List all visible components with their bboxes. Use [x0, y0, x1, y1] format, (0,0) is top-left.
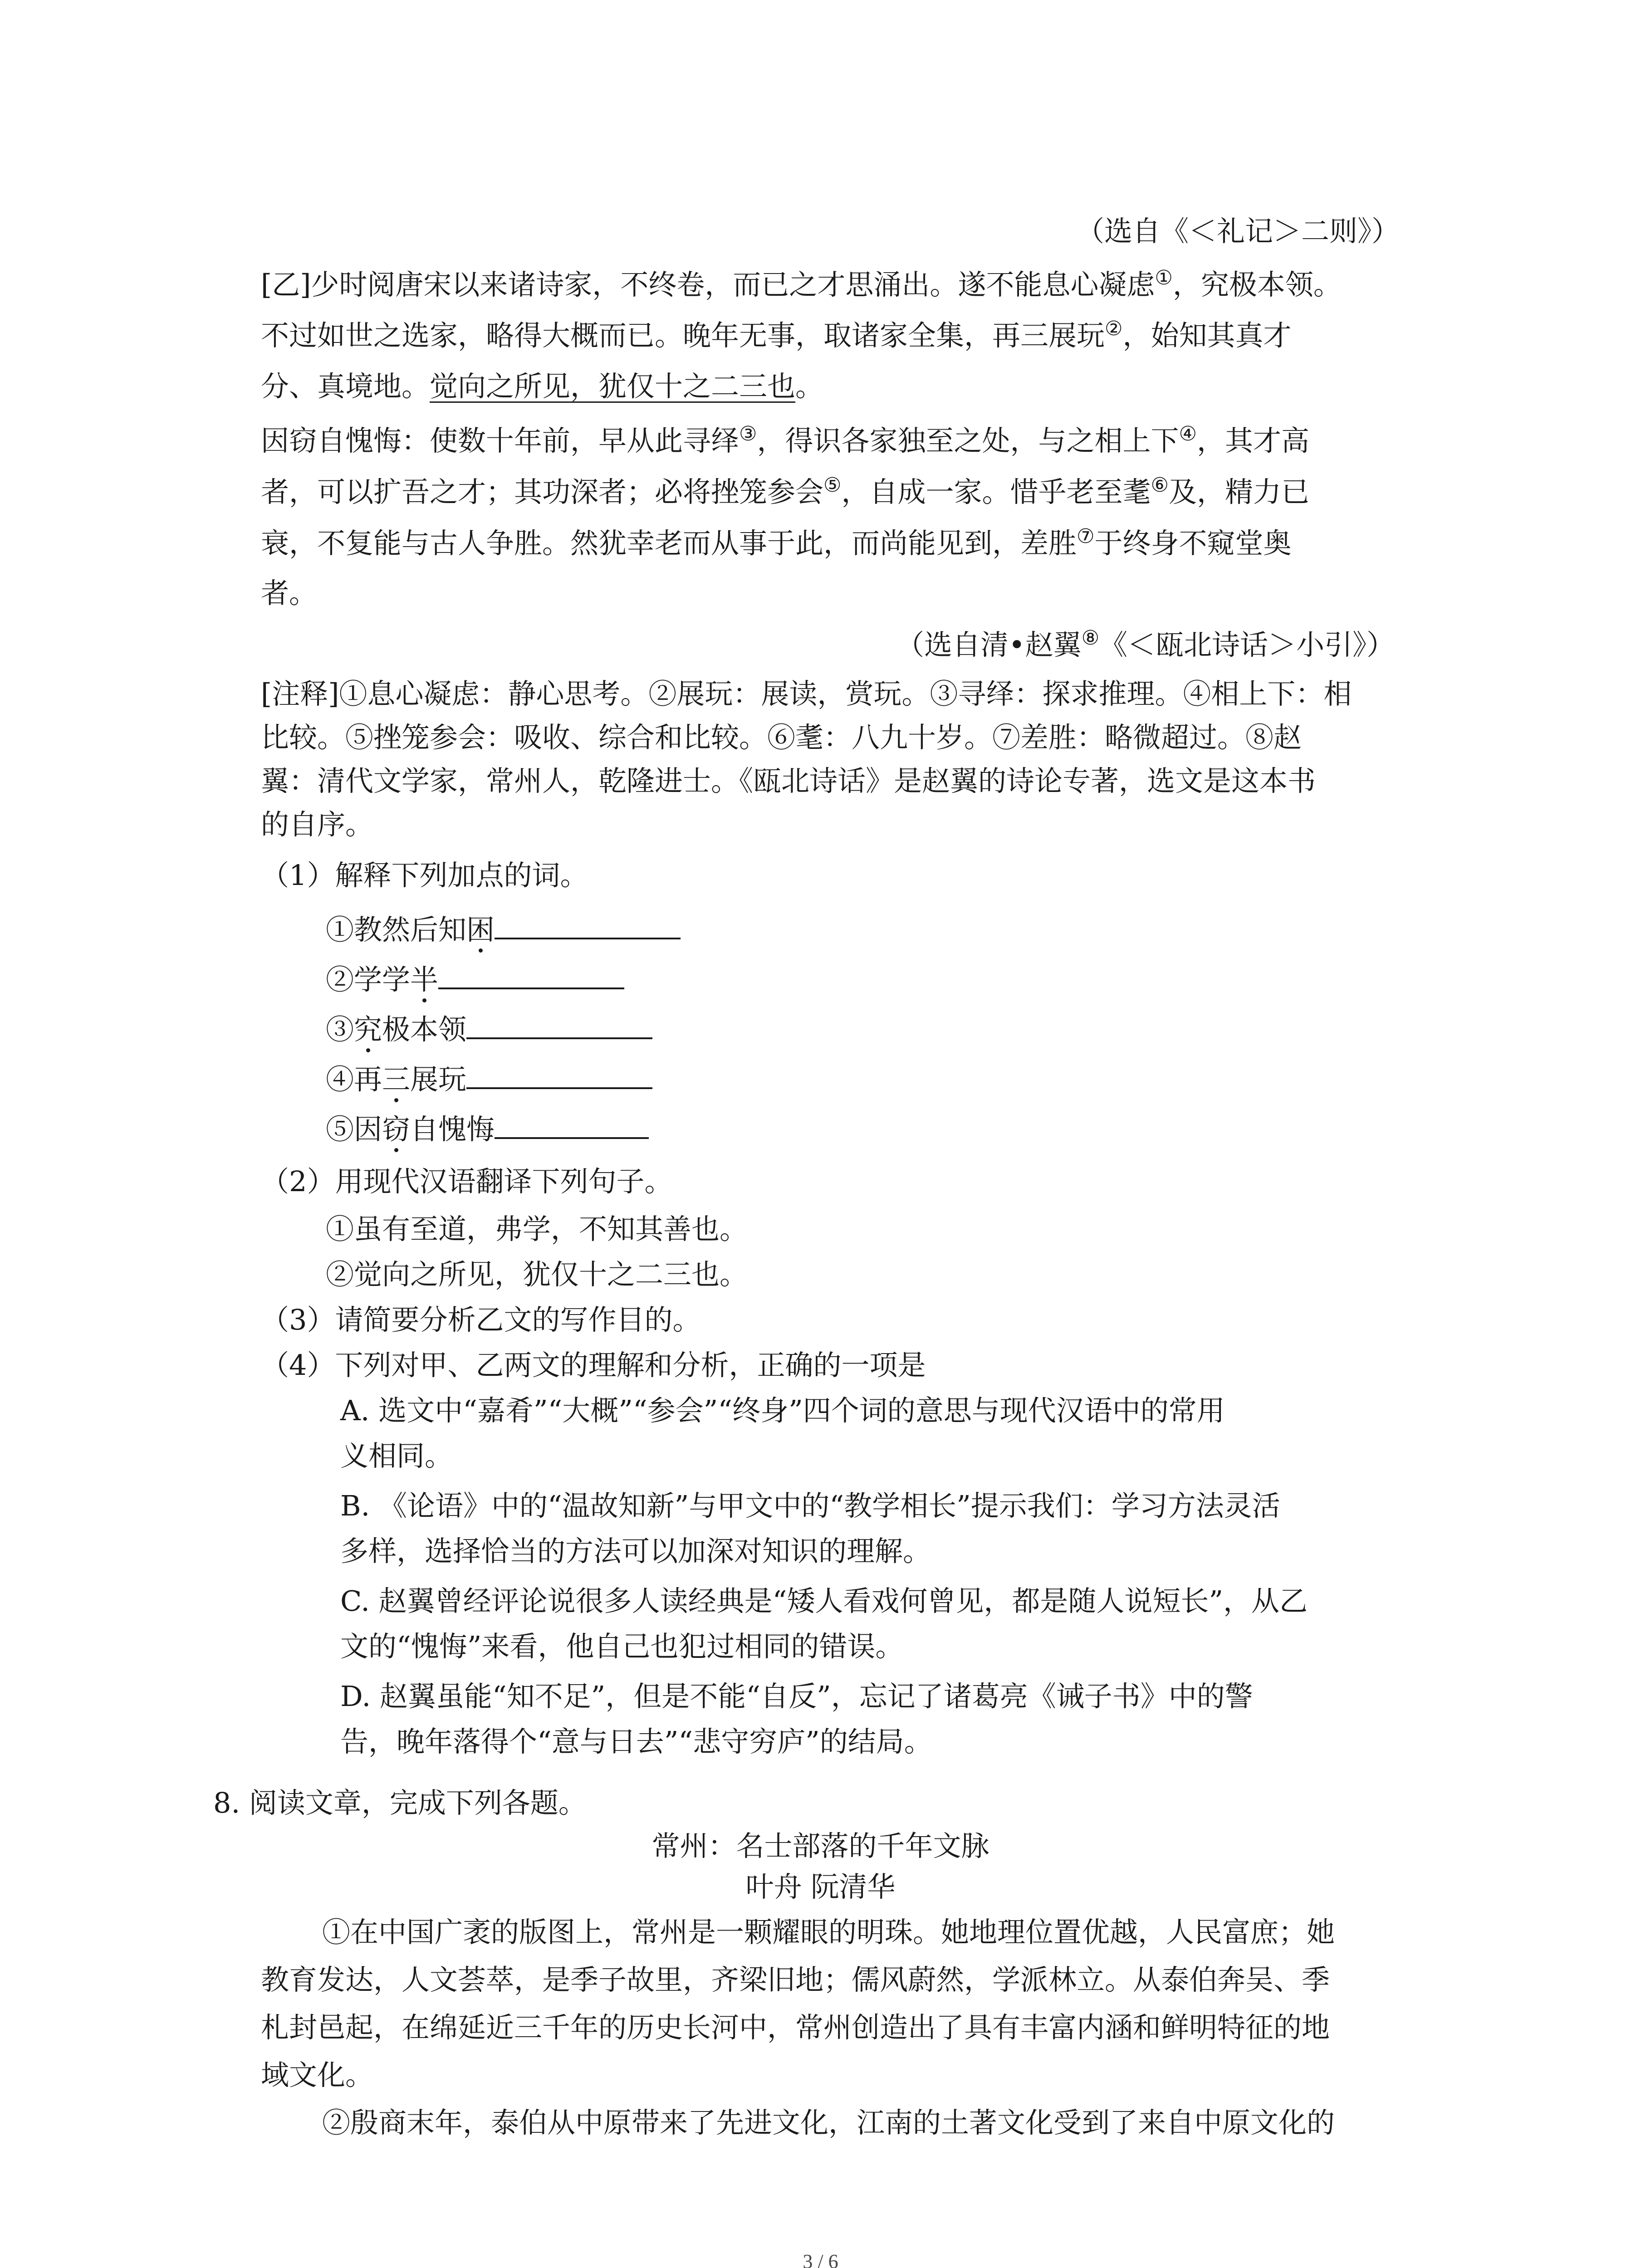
q1-item-4: ④再三展玩 — [326, 1061, 652, 1098]
q4-option-a-line-2: 义相同。 — [340, 1439, 453, 1472]
q4-stem: （4）下列对甲、乙两文的理解和分析，正确的一项是 — [261, 1349, 926, 1382]
answer-blank-2[interactable] — [438, 962, 624, 989]
paragraph-1-line-4: 域文化。 — [261, 2058, 374, 2092]
annotation-line-1: [注释]①息心凝虑：静心思考。②展玩：展读，赏玩。③寻绎：探求推理。④相上下：相 — [261, 677, 1352, 710]
q2-stem: （2）用现代汉语翻译下列句子。 — [261, 1165, 673, 1198]
q1-item-3: ③究极本领 — [326, 1012, 652, 1048]
q1-item-1: ①教然后知困 — [326, 912, 681, 948]
q4-option-d-line-1: D. 赵翼虽能“知不足”，但是不能“自反”，忘记了诸葛亮《诫子书》中的警 — [340, 1680, 1253, 1713]
q4-option-c-line-2: 文的“愧悔”来看，他自己也犯过相同的错误。 — [340, 1630, 904, 1663]
q1-item-5: ⑤因窃自愧悔 — [326, 1111, 649, 1148]
paragraph-1-line-1: ①在中国广袤的版图上，常州是一颗耀眼的明珠。她地理位置优越，人民富庶；她 — [322, 1916, 1335, 1949]
q4-option-d-line-2: 告，晚年落得个“意与日去”“悲守穷庐”的结局。 — [340, 1725, 932, 1758]
q2-sentence-1: ①虽有至道，弗学，不知其善也。 — [326, 1212, 748, 1246]
annotation-line-3: 翼：清代文学家，常州人，乾隆进士。《瓯北诗话》是赵翼的诗论专著，选文是这本书 — [261, 764, 1316, 797]
annotation-line-4: 的自序。 — [261, 808, 374, 841]
q8-stem: 8. 阅读文章，完成下列各题。 — [213, 1786, 587, 1819]
q1-item-2: ②学学半 — [326, 962, 624, 998]
yi-line-5: 者，可以扩吾之才；其功深者；必将挫笼参会⑤，自成一家。惜乎老至耄⑥及，精力已 — [261, 474, 1309, 508]
q4-option-a-line-1: A. 选文中“嘉肴”“大概”“参会”“终身”四个词的意思与现代汉语中的常用 — [340, 1394, 1225, 1427]
article-authors: 叶舟 阮清华 — [745, 1870, 896, 1903]
paragraph-2-line-1: ②殷商末年，泰伯从中原带来了先进文化，江南的土著文化受到了来自中原文化的 — [322, 2106, 1335, 2139]
q4-option-b-line-1: B. 《论语》中的“温故知新”与甲文中的“教学相长”提示我们：学习方法灵活 — [340, 1489, 1280, 1522]
article-title: 常州：名士部落的千年文脉 — [652, 1829, 989, 1862]
source-yi: （选自清•赵翼⑧《＜瓯北诗话＞小引》） — [896, 626, 1395, 661]
source-jia: （选自《＜礼记＞二则》） — [1076, 215, 1400, 248]
yi-line-4: 因窃自愧悔：使数十年前，早从此寻绎③，得识各家独至之处，与之相上下④，其才高 — [261, 422, 1309, 457]
page-number: 3 / 6 — [803, 2250, 838, 2268]
annotation-line-2: 比较。⑤挫笼参会：吸收、综合和比较。⑥耄：八九十岁。⑦差胜：略微超过。⑧赵 — [261, 721, 1302, 754]
yi-line-2: 不过如世之选家，略得大概而已。晚年无事，取诸家全集，再三展玩②，始知其真才 — [261, 317, 1292, 352]
answer-blank-1[interactable] — [495, 912, 681, 939]
q4-option-b-line-2: 多样，选择恰当的方法可以加深对知识的理解。 — [340, 1535, 931, 1568]
q2-sentence-2: ②觉向之所见，犹仅十之二三也。 — [326, 1258, 748, 1291]
yi-line-1: [乙]少时阅唐宋以来诸诗家，不终卷，而已之才思涌出。遂不能息心凝虑①，究极本领。 — [261, 266, 1342, 301]
q4-option-c-line-1: C. 赵翼曾经评论说很多人读经典是“矮人看戏何曾见，都是随人说短长”，从乙 — [340, 1584, 1308, 1618]
answer-blank-5[interactable] — [495, 1112, 649, 1139]
yi-line-7: 者。 — [261, 577, 318, 610]
q3-stem: （3）请简要分析乙文的写作目的。 — [261, 1303, 701, 1336]
q1-stem: （1）解释下列加点的词。 — [261, 859, 588, 892]
answer-blank-3[interactable] — [466, 1012, 652, 1039]
answer-blank-4[interactable] — [466, 1062, 652, 1089]
paragraph-1-line-3: 札封邑起，在绵延近三千年的历史长河中，常州创造出了具有丰富内涵和鲜明特征的地 — [261, 2011, 1330, 2044]
paragraph-1-line-2: 教育发达，人文荟萃，是季子故里，齐梁旧地；儒风蔚然，学派林立。从泰伯奔吴、季 — [261, 1963, 1330, 1996]
yi-line-6: 衰，不复能与古人争胜。然犹幸老而从事于此，而尚能见到，差胜⑦于终身不窥堂奥 — [261, 525, 1292, 560]
yi-line-3: 分、真境地。觉向之所见，犹仅十之二三也。 — [261, 370, 824, 403]
underlined-sentence: 觉向之所见，犹仅十之二三也 — [430, 370, 796, 403]
